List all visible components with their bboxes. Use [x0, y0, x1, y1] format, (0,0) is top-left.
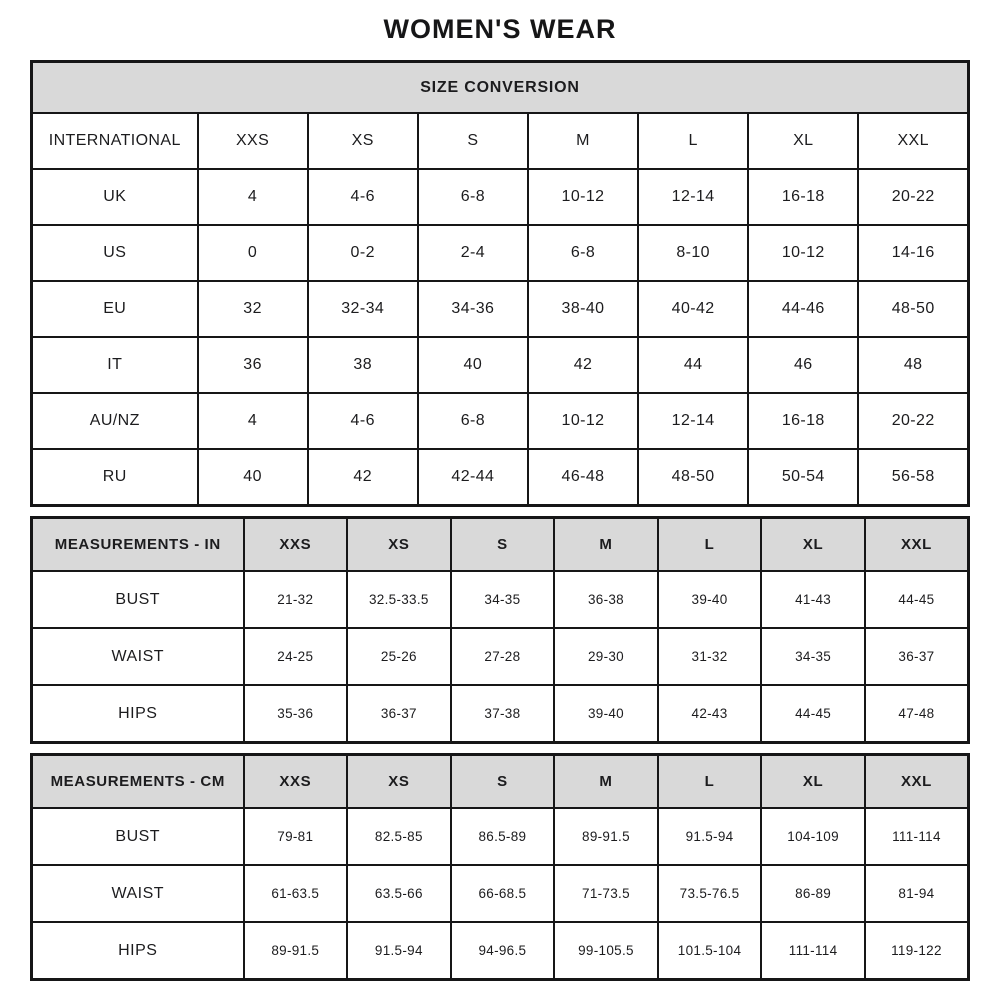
size-conversion-table: [30, 60, 970, 507]
size-col-header: XL: [761, 518, 865, 572]
size-value-cell: 42-44: [418, 449, 528, 506]
size-col-header: M: [554, 518, 658, 572]
table-row: [32, 62, 969, 114]
size-value-cell: 48: [858, 337, 968, 393]
size-value-cell: 40: [418, 337, 528, 393]
size-value-cell: 10-12: [528, 393, 638, 449]
size-col-header: XXL: [865, 518, 969, 572]
measurement-value-cell: 91.5-94: [347, 922, 451, 980]
size-col-header: XXL: [858, 113, 968, 169]
size-value-cell: 4: [198, 393, 308, 449]
measurement-value-cell: 44-45: [865, 571, 969, 628]
size-value-cell: 6-8: [418, 393, 528, 449]
size-value-cell: 42: [308, 449, 418, 506]
table-row: [32, 169, 969, 225]
size-value-cell: 4-6: [308, 393, 418, 449]
measurement-value-cell: 34-35: [451, 571, 555, 628]
measurement-value-cell: 35-36: [244, 685, 348, 743]
row-label: WAIST: [32, 628, 244, 685]
size-value-cell: 0-2: [308, 225, 418, 281]
measurement-value-cell: 71-73.5: [554, 865, 658, 922]
measurement-value-cell: 63.5-66: [347, 865, 451, 922]
size-value-cell: 32-34: [308, 281, 418, 337]
size-value-cell: 44-46: [748, 281, 858, 337]
size-col-header: S: [418, 113, 528, 169]
measurement-value-cell: 37-38: [451, 685, 555, 743]
measurement-value-cell: 101.5-104: [658, 922, 762, 980]
table-row: [32, 922, 969, 980]
measurement-value-cell: 79-81: [244, 808, 348, 865]
measurement-value-cell: 31-32: [658, 628, 762, 685]
measurement-value-cell: 73.5-76.5: [658, 865, 762, 922]
measurement-value-cell: 41-43: [761, 571, 865, 628]
size-value-cell: 0: [198, 225, 308, 281]
size-value-cell: 6-8: [418, 169, 528, 225]
table-row: [32, 281, 969, 337]
table-row: [32, 865, 969, 922]
measurement-value-cell: 24-25: [244, 628, 348, 685]
page-title: WOMEN'S WEAR: [383, 14, 617, 44]
size-col-header: L: [658, 518, 762, 572]
size-value-cell: 34-36: [418, 281, 528, 337]
measurement-value-cell: 104-109: [761, 808, 865, 865]
size-value-cell: 4-6: [308, 169, 418, 225]
size-conversion-title: SIZE CONVERSION: [32, 62, 969, 114]
row-label: WAIST: [32, 865, 244, 922]
size-col-header: XL: [748, 113, 858, 169]
table-title: MEASUREMENTS - IN: [32, 518, 244, 572]
size-value-cell: 42: [528, 337, 638, 393]
row-label: US: [32, 225, 198, 281]
table-title: MEASUREMENTS - CM: [32, 755, 244, 809]
row-label: UK: [32, 169, 198, 225]
size-value-cell: 16-18: [748, 169, 858, 225]
row-label: BUST: [32, 571, 244, 628]
size-value-cell: 48-50: [858, 281, 968, 337]
size-value-cell: 38: [308, 337, 418, 393]
size-value-cell: 4: [198, 169, 308, 225]
table-row: [32, 571, 969, 628]
row-label: IT: [32, 337, 198, 393]
row-label: BUST: [32, 808, 244, 865]
size-value-cell: 40-42: [638, 281, 748, 337]
measurement-value-cell: 42-43: [658, 685, 762, 743]
size-value-cell: 8-10: [638, 225, 748, 281]
size-col-header: M: [528, 113, 638, 169]
measurement-value-cell: 119-122: [865, 922, 969, 980]
measurement-value-cell: 36-37: [865, 628, 969, 685]
size-col-header: XS: [308, 113, 418, 169]
size-value-cell: 12-14: [638, 393, 748, 449]
measurement-value-cell: 89-91.5: [244, 922, 348, 980]
size-value-cell: 46: [748, 337, 858, 393]
measurement-value-cell: 94-96.5: [451, 922, 555, 980]
size-value-cell: 38-40: [528, 281, 638, 337]
size-col-header: L: [658, 755, 762, 809]
size-value-cell: 40: [198, 449, 308, 506]
size-value-cell: 16-18: [748, 393, 858, 449]
row-label: HIPS: [32, 922, 244, 980]
table-row: [32, 685, 969, 743]
size-value-cell: 12-14: [638, 169, 748, 225]
size-col-header: S: [451, 518, 555, 572]
table-row: [32, 628, 969, 685]
measurement-value-cell: 27-28: [451, 628, 555, 685]
measurement-value-cell: 32.5-33.5: [347, 571, 451, 628]
measurement-value-cell: 29-30: [554, 628, 658, 685]
measurement-value-cell: 89-91.5: [554, 808, 658, 865]
size-value-cell: 32: [198, 281, 308, 337]
measurement-value-cell: 21-32: [244, 571, 348, 628]
measurement-value-cell: 111-114: [761, 922, 865, 980]
size-value-cell: 6-8: [528, 225, 638, 281]
table-row: [32, 808, 969, 865]
size-value-cell: 10-12: [748, 225, 858, 281]
measurement-value-cell: 86-89: [761, 865, 865, 922]
table-row: [32, 755, 969, 809]
row-label: AU/NZ: [32, 393, 198, 449]
measurement-value-cell: 39-40: [658, 571, 762, 628]
measurement-value-cell: 91.5-94: [658, 808, 762, 865]
measurement-value-cell: 82.5-85: [347, 808, 451, 865]
measurement-value-cell: 61-63.5: [244, 865, 348, 922]
size-value-cell: 46-48: [528, 449, 638, 506]
table-row: [32, 337, 969, 393]
size-col-header: XS: [347, 755, 451, 809]
measurement-value-cell: 47-48: [865, 685, 969, 743]
size-col-header: S: [451, 755, 555, 809]
measurement-value-cell: 44-45: [761, 685, 865, 743]
size-value-cell: 50-54: [748, 449, 858, 506]
measurement-value-cell: 86.5-89: [451, 808, 555, 865]
table-row: [32, 449, 969, 506]
size-col-header: L: [638, 113, 748, 169]
measurement-value-cell: 39-40: [554, 685, 658, 743]
size-col-header: XL: [761, 755, 865, 809]
size-value-cell: 10-12: [528, 169, 638, 225]
size-value-cell: 20-22: [858, 393, 968, 449]
measurement-value-cell: 81-94: [865, 865, 969, 922]
size-col-header: XXS: [244, 518, 348, 572]
row-label: EU: [32, 281, 198, 337]
measurement-value-cell: 99-105.5: [554, 922, 658, 980]
size-col-header: XXS: [198, 113, 308, 169]
measurement-value-cell: 36-37: [347, 685, 451, 743]
measurements-in-table: [30, 516, 970, 744]
size-col-header: XXL: [865, 755, 969, 809]
table-row: [32, 113, 969, 169]
size-value-cell: 48-50: [638, 449, 748, 506]
table-row: [32, 518, 969, 572]
table-row: [32, 393, 969, 449]
measurement-value-cell: 34-35: [761, 628, 865, 685]
size-col-header: M: [554, 755, 658, 809]
size-value-cell: 2-4: [418, 225, 528, 281]
size-value-cell: 20-22: [858, 169, 968, 225]
measurement-value-cell: 111-114: [865, 808, 969, 865]
size-value-cell: 14-16: [858, 225, 968, 281]
size-value-cell: 36: [198, 337, 308, 393]
measurement-value-cell: 36-38: [554, 571, 658, 628]
row-label: RU: [32, 449, 198, 506]
size-value-cell: 56-58: [858, 449, 968, 506]
size-col-header: XXS: [244, 755, 348, 809]
table-row: [32, 225, 969, 281]
row-label: INTERNATIONAL: [32, 113, 198, 169]
measurements-cm-table: [30, 753, 970, 981]
measurement-value-cell: 25-26: [347, 628, 451, 685]
row-label: HIPS: [32, 685, 244, 743]
size-col-header: XS: [347, 518, 451, 572]
size-value-cell: 44: [638, 337, 748, 393]
measurement-value-cell: 66-68.5: [451, 865, 555, 922]
